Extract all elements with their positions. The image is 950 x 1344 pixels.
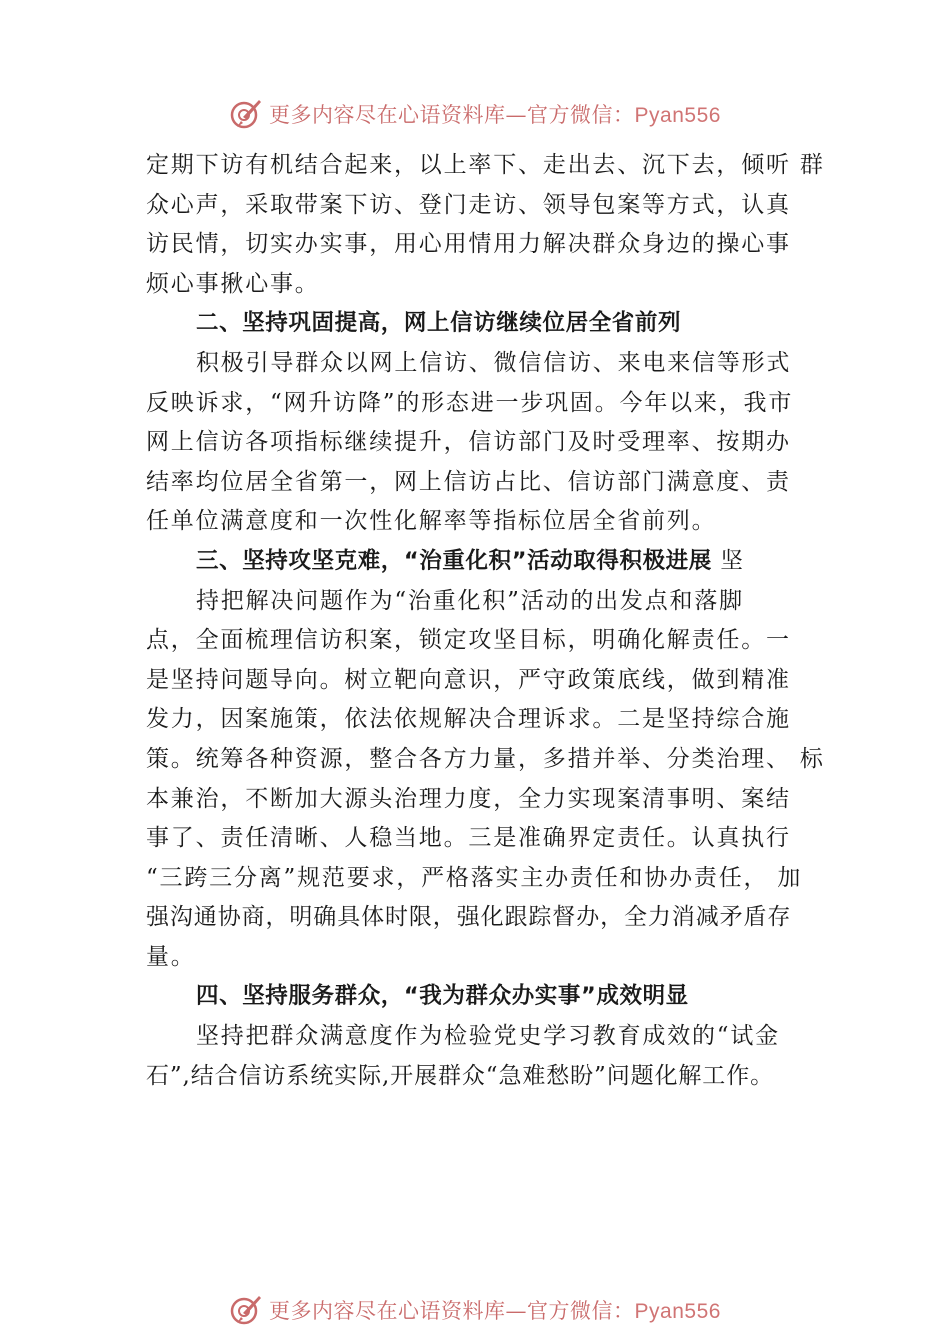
paragraph-line: 石”,结合信访系统实际,开展群众“急难愁盼”问题化解工作。	[146, 1062, 774, 1089]
quill-logo-icon	[229, 1293, 263, 1327]
paragraph-line: 定期下访有机结合起来，以上率下、走出去、沉下去，倾听 群	[146, 152, 825, 178]
watermark-account: Pyan556	[634, 104, 721, 127]
paragraph-line: 结率均位居全省第一，网上信访占比、信访部门满意度、责	[146, 468, 791, 495]
paragraph-line: 反映诉求，“网升访降”的形态进一步巩固。今年以来，我市	[146, 389, 794, 416]
section-heading-2: 二、坚持巩固提高，网上信访继续位居全省前列	[196, 310, 682, 337]
section-heading-3	[146, 542, 818, 582]
quill-logo-icon	[229, 97, 263, 131]
paragraph-line: 策。统筹各种资源，整合各方力量，多措并举、分类治理、 标	[146, 745, 825, 772]
paragraph-line: 坚持把群众满意度作为检验党史学习教育成效的“试金	[196, 1023, 780, 1050]
paragraph-line: 强沟通协商，明确具体时限，强化跟踪督办，全力消减矛盾存	[146, 904, 792, 931]
paragraph-line: 本兼治，不断加大源头治理力度，全力实现案清事明、案结	[146, 785, 791, 812]
paragraph-line: 发力，因案施策，依法依规解决合理诉求。二是坚持综合施	[146, 706, 791, 733]
paragraph-line: 积极引导群众以网上信访、微信信访、来电来信等形式	[196, 349, 792, 376]
paragraph-line: 是坚持问题导向。树立靶向意识，严守政策底线，做到精准	[146, 666, 791, 693]
paragraph-line: 点，全面梳理信访积案，锁定攻坚目标，明确化解责任。一	[146, 627, 791, 654]
paragraph-line: 众心声，采取带案下访、登门走访、领导包案等方式，认真	[146, 191, 791, 218]
paragraph-line: 事了、责任清晰、人稳当地。三是准确界定责任。认真执行	[146, 825, 791, 852]
watermark-header	[0, 94, 950, 134]
watermark-account: Pyan556	[634, 1300, 721, 1323]
heading-text: 三、坚持攻坚克难，“治重化积”活动取得积极进展	[196, 547, 712, 574]
watermark-text: 更多内容尽在心语资料库—官方微信：Pyan556	[269, 1299, 721, 1323]
section-heading-4: 四、坚持服务群众，“我为群众办实事”成效明显	[196, 983, 689, 1010]
paragraph-line: 量。	[146, 943, 196, 970]
paragraph-line: 烦心事揪心事。	[146, 270, 320, 297]
paragraph-line: 访民情，切实办实事，用心用情用力解决群众身边的操心事	[146, 231, 791, 258]
watermark-text: 更多内容尽在心语资料库—官方微信：Pyan556	[269, 103, 721, 127]
document-body	[146, 146, 825, 1096]
paragraph-line: “三跨三分离”规范要求，严格落实主办责任和协办责任， 加	[146, 864, 803, 891]
watermark-footer	[0, 1290, 950, 1330]
heading-tail-text: 坚	[720, 547, 744, 574]
paragraph-line: 任单位满意度和一次性化解率等指标位居全省前列。	[146, 508, 717, 535]
paragraph-line: 网上信访各项指标继续提升，信访部门及时受理率、按期办	[146, 429, 791, 456]
paragraph-line: 持把解决问题作为“治重化积”活动的出发点和落脚	[196, 587, 744, 614]
